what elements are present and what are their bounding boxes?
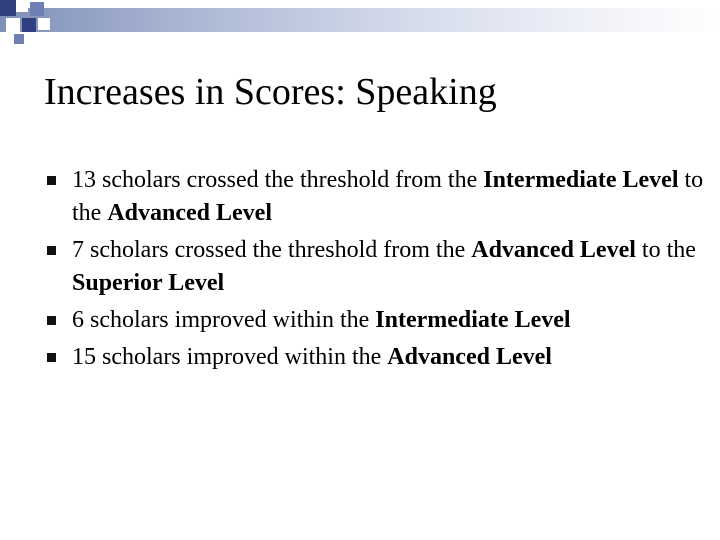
square-bullet-icon [47, 316, 56, 325]
bullet-item [0, 341, 720, 374]
bullet-text: 7 scholars crossed the threshold from the [72, 237, 472, 263]
square-bullet-icon [47, 246, 56, 255]
bullet-text: 15 scholars improved within the [72, 344, 388, 370]
bullet-emphasis-text: Advanced Level [387, 344, 552, 370]
bullet-item [0, 304, 720, 337]
bullet-item [0, 234, 720, 300]
bullet-emphasis-text: Advanced Level [107, 200, 272, 226]
bullet-text: to the [635, 237, 696, 263]
bullet-text: 6 scholars improved within the [72, 307, 376, 333]
bullet-text: 13 scholars crossed the threshold from the [72, 167, 484, 193]
bullet-item [0, 164, 720, 230]
bullet-text: to the [72, 167, 704, 226]
square-bullet-icon [47, 176, 56, 185]
slide-title: Increases in Scores: Speaking [44, 71, 497, 113]
header-decoration-band [0, 8, 720, 32]
square-bullet-icon [47, 353, 56, 362]
bullet-emphasis-text: Advanced Level [471, 237, 636, 263]
bullet-list [0, 164, 720, 374]
corner-squares-decoration [0, 0, 60, 48]
bullet-emphasis-text: Intermediate Level [375, 307, 571, 333]
bullet-emphasis-text: Superior Level [72, 270, 225, 296]
bullet-emphasis-text: Intermediate Level [483, 167, 679, 193]
